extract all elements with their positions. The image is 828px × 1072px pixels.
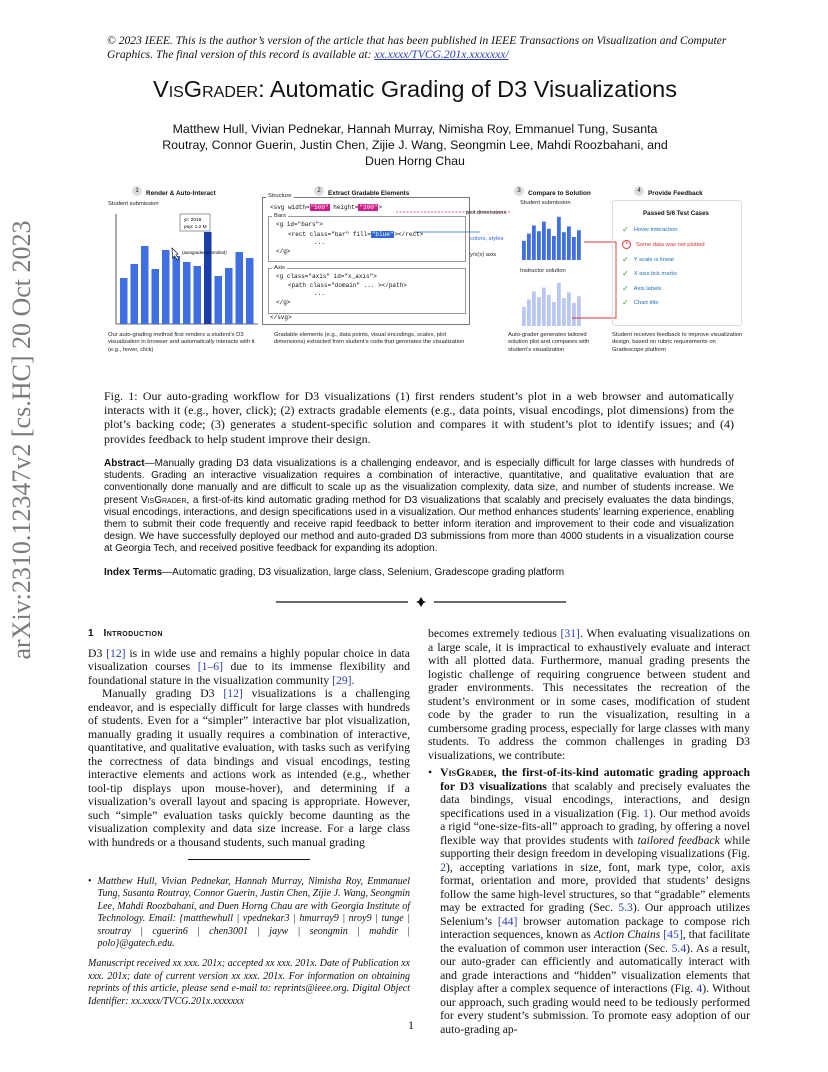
illustration-bar — [542, 288, 546, 326]
code-rect: <rect class="bar" fill="blue"></rect> — [288, 231, 424, 238]
code-path: <path class="domain" ... ></path> — [288, 282, 407, 289]
illustration-bar — [225, 268, 233, 324]
step-3-header — [514, 182, 591, 200]
illustration-bar — [141, 246, 149, 324]
illustration-bar — [552, 236, 556, 260]
illustration-bar — [547, 229, 551, 260]
axis-label: Axis — [274, 265, 285, 271]
feedback-item — [616, 256, 736, 264]
illustration-bar — [527, 300, 531, 326]
illustration-bar — [215, 276, 223, 324]
tooltip-line-2: pop: 1.2 M — [184, 225, 207, 230]
panel3-student-label: Student submission — [520, 200, 571, 206]
step-3-number: 3 — [514, 186, 524, 196]
code-g-bars: <g id="bars"> — [276, 221, 323, 228]
step-1-desc: Our auto-grading method first renders a student’s D3 visualization in browser and automatically interacts with it (e.g., hover, click) — [108, 332, 255, 353]
code-dots-2: ... — [314, 290, 325, 297]
step-3-title: Compare to Solution — [528, 190, 591, 197]
panel3-instructor-label: Instructor solution — [520, 268, 566, 274]
bars-label: Bars — [274, 213, 286, 219]
footnote-manuscript: Manuscript received xx xxx. 201x; accepted xx xxx. 201x. Date of Publication xx xxx. 201x; date of current version xx xxx. 201x. For information on obtaining reprints of this article, please send e-mail to: reprints@ieee.org. Digital Object Identifier: xx.xxxx/TVCG.201x.xxxxxxx — [88, 958, 410, 1007]
arxiv-stamp: arXiv:2310.12347v2 [cs.HC] 20 Oct 2023 — [7, 220, 36, 660]
check-icon: ✓ — [622, 225, 629, 234]
copyright-notice — [107, 34, 747, 62]
tooltip-line-1: yr: 2016 — [184, 218, 202, 223]
page-number: 1 — [408, 1018, 414, 1032]
feedback-item — [616, 299, 736, 307]
plot-dimensions-annot: plot dimensions — [466, 210, 507, 216]
left-column — [88, 627, 410, 1008]
abstract-text-2: , a first-of-its kind automatic grading method for D3 visualizations that scalably and precisely evaluates the data bindings, visual encodings, interactions, and design specifications used in a visualization. Our method enhances students’ learning experience, enabling them to submit their code frequently and receive rapid feedback to better inform iteration and improvement to their code and visualization design. We have successfully deployed our method and auto-graded D3 submissions from more than 4000 students in a visualization course at Georgia Tech, and received positive feedback for expanding its adoption. — [104, 494, 734, 555]
illustration-bar — [537, 297, 541, 326]
illustration-bar — [236, 252, 244, 324]
illustration-bar — [152, 269, 160, 324]
illustration-bar — [204, 232, 212, 324]
illustration-bar — [246, 258, 254, 324]
illustration-bar — [557, 283, 561, 326]
step-1-title: Render & Auto-Interact — [146, 190, 216, 197]
abstract — [104, 458, 734, 556]
error-icon: × — [622, 240, 631, 249]
bullet-mark: • — [428, 766, 433, 779]
check-icon: ✓ — [622, 283, 629, 293]
section-heading: 1 Introduction — [88, 628, 163, 639]
feedback-item-text: Some data was not plotted — [636, 241, 705, 248]
panel1-label: Student submission — [108, 201, 159, 207]
code-g-close-1: </g> — [276, 248, 291, 255]
feedback-item — [616, 270, 736, 278]
step-2-title: Extract Gradable Elements — [328, 190, 410, 197]
paper-title — [90, 76, 740, 103]
contribution-bullet: • VisGrader, the first-of-its-kind automatic grading approach for D3 visualizations that scalably and precisely evaluates the data bindings, visual encodings, interactions, and design specifications used in a visualization (Fig. 1). Our method avoids a rigid “one-size-fits-all” approach to grading, by offering a novel flexible way that provides students with tailored feedback while supporting their design freedom in developing visualizations (Fig. 2), accepting variations in size, font, mark type, color, axis format, orientation and more, provided that students’ designs follow the same high-level structures, so that “gradable” elements may be extracted for grading (Sec. 5.3). Our approach utilizes Selenium’s [44] browser automation package to compose rich interaction sequences, known as Action Chains [45], that facilitate the evaluation of common user interaction (Sec. 5.4). As a result, our auto-grader can efficiently and automatically interact with and grade interactions and “hidden” visualization elements that display after a complex sequence of interactions (Fig. 4). Without our approach, such grading would need to be tediously performed for every student’s submission. To promote easy adoption of our auto-grading ap- — [428, 766, 751, 1036]
index-terms-text: —Automatic grading, D3 visualization, large class, Selenium, Gradescope grading platform — [162, 567, 565, 578]
illustration-bar — [522, 307, 526, 326]
y-axis-annot: y/x(x) axis — [470, 252, 497, 258]
colors-styles-annot: colors, styles — [470, 236, 504, 242]
step-2-desc: Gradable elements (e.g., data points, visual encodings, scales, plot dimensions) extracted from student’s code that generates the visualization — [274, 332, 465, 346]
right-column — [428, 627, 750, 1036]
right-paragraph: becomes extremely tedious [31]. When evaluating visualizations on a large scale, it is impractical to exhaustively evaluate and interact with all plotted data. Furthermore, manual grading presents the logistic challenge of requiring congruence between student and grader environments. This necessitates the recreation of the student’s environment or in some cases, modification of student code by the grader to run the visualization, resulting in a cumbersome grading process, especially for large classes with many students. To address the common challenges in grading D3 visualizations, we contribute: — [428, 627, 750, 762]
figure-caption: Fig. 1: Our auto-grading workflow for D3 visualizations (1) first renders student’s plot in a web browser and automatically interacts with it (e.g., hover, click); (2) extracts gradable elements (e.g., data points, visual encodings, plot dimensions) from the plot’s backing code; (3) generates a student-specific solution and compares it with student’s plot to identify issues; and (4) provides feedback to help student improve their design. — [104, 389, 734, 446]
code-dots-1: ... — [314, 239, 325, 246]
illustration-bar — [183, 262, 191, 324]
step-4-title: Provide Feedback — [648, 190, 703, 197]
feedback-item — [616, 285, 736, 293]
abstract-system-name: VisGrader — [140, 494, 187, 506]
feedback-item-text: Chart title — [633, 299, 659, 306]
check-icon: ✓ — [622, 269, 629, 279]
structure-label: Structure — [268, 193, 292, 199]
illustration-bar — [532, 225, 536, 260]
step-2-number: 2 — [314, 186, 324, 196]
figure-1 — [104, 182, 744, 378]
student-bar-chart — [108, 210, 260, 328]
feedback-list — [616, 226, 736, 313]
illustration-bar — [194, 266, 202, 324]
illustration-bar — [567, 226, 571, 260]
illustration-bar — [527, 234, 531, 260]
illustration-bar — [120, 278, 128, 324]
title-rest: : Automatic Grading of D3 Visualizations — [258, 76, 677, 102]
feedback-header: Passed 5/6 Test Cases — [643, 210, 709, 217]
feedback-item-text: X axis tick marks — [633, 271, 678, 278]
autograder-label: (autograder-controlled) — [182, 250, 227, 255]
footnote-affiliation: • Matthew Hull, Vivian Pednekar, Hannah Murray, Nimisha Roy, Emmanuel Tung, Susanta Routray, Connor Guerin, Justin Chen, Zijie J. Wang, Seongmin Lee, Mahdi Roozbahani, and Duen Horng Chau are with Georgia Institute of Technology. Email: {matthewhull | vpednekar3 | hmurray9 | nroy9 | tunge | sroutray | cguerin6 | chen3001 | jayw | seongmin | mahdir | polo}@gatech.edu. — [88, 876, 410, 950]
abstract-label: Abstract — [104, 458, 145, 469]
illustration-bar — [173, 256, 181, 324]
index-terms — [104, 567, 734, 578]
notice-text: © 2023 IEEE. This is the author’s version of the article that has been published in IEEE Transactions on Visualization and Computer Graphics. The final version of this record is available at: — [107, 34, 727, 61]
index-terms-label: Index Terms — [104, 567, 163, 578]
abstract-text-1: —Manually grading D3 data visualizations is a challenging endeavor, and is especially difficult for large classes with hundreds of students. Grading an interactive visualization requires a combination of interactive, quantitative, and qualitative evaluation that are conventionally done manually and are difficult to scale up as the visualization complexity, data size, and number of students increase. We present — [104, 458, 734, 506]
illustration-bar — [542, 222, 546, 260]
illustration-bar — [562, 298, 566, 326]
code-svg-close: </svg> — [270, 314, 292, 321]
illustration-bar — [562, 232, 566, 260]
step-1-header — [132, 182, 216, 200]
check-icon: ✓ — [622, 254, 629, 264]
illustration-bar — [567, 292, 571, 326]
feedback-item-text: Axis labels — [633, 285, 662, 292]
illustration-bar — [537, 231, 541, 260]
footnote-rule — [188, 859, 310, 860]
illustration-bar — [552, 302, 556, 326]
code-g-axis: <g class="axis" id="x_axis"> — [276, 273, 377, 280]
feedback-item — [616, 240, 736, 249]
step-4-desc: Student receives feedback to improve visualization design, based on rubric requirements on Gradescope platform — [612, 332, 743, 353]
title-system-name: VisGrader — [153, 76, 259, 102]
step-4-header — [634, 182, 703, 200]
illustration-bar — [162, 250, 170, 324]
intro-paragraph-2: Manually grading D3 [12] visualizations is a challenging endeavor, and is especially difficult for large classes with hundreds of students. Even for a “simpler” interactive bar plot visualization, manually grading it usually requires a combination of interactive, quantitative, and qualitative evaluation, with tasks such as verifying the correctness of data bindings and visual encodings, testing interactive elements and actions work as intended (e.g., whether tool-tip displays upon mouse-hover), and determining if a visualization’s overall layout and spacing is appropriate. However, such “simple” evaluation tasks quickly become daunting as the visualization complexity and data size increase. For a large class with hundreds or a thousand students, such manual grading — [88, 687, 411, 849]
intro-paragraph-1: D3 [12] is in wide use and remains a highly popular choice in data visualization courses [1–6] due to its immense flexibility and foundational stature in the visualization community [29]. — [88, 646, 410, 687]
code-g-close-2: </g> — [276, 299, 291, 306]
illustration-bar — [547, 295, 551, 326]
section-divider — [276, 597, 566, 607]
author-list: Matthew Hull, Vivian Pednekar, Hannah Murray, Nimisha Roy, Emmanuel Tung, Susanta Routray, Connor Guerin, Justin Chen, Zijie J. Wang, Seongmin Lee, Mahdi Roozbahani, and Duen Horng Chau — [162, 122, 668, 168]
code-svg-open: <svg width="500" height="300"> — [270, 204, 383, 211]
illustration-bar — [131, 264, 139, 324]
step-1-number: 1 — [132, 186, 142, 196]
illustration-bar — [522, 241, 526, 260]
illustration-bar — [532, 291, 536, 326]
illustration-bar — [557, 217, 561, 260]
step-4-number: 4 — [634, 186, 644, 196]
feedback-item-text: Hover interaction — [633, 227, 678, 233]
step-3-desc: Auto-grader generates tailored solution plot and compares with student’s visualization — [508, 332, 590, 353]
check-icon: ✓ — [622, 297, 629, 307]
doi-link[interactable]: xx.xxxx/TVCG.201x.xxxxxxx/ — [374, 48, 509, 61]
feedback-item-text: Y scale is linear — [633, 256, 675, 263]
feedback-item — [616, 226, 736, 234]
